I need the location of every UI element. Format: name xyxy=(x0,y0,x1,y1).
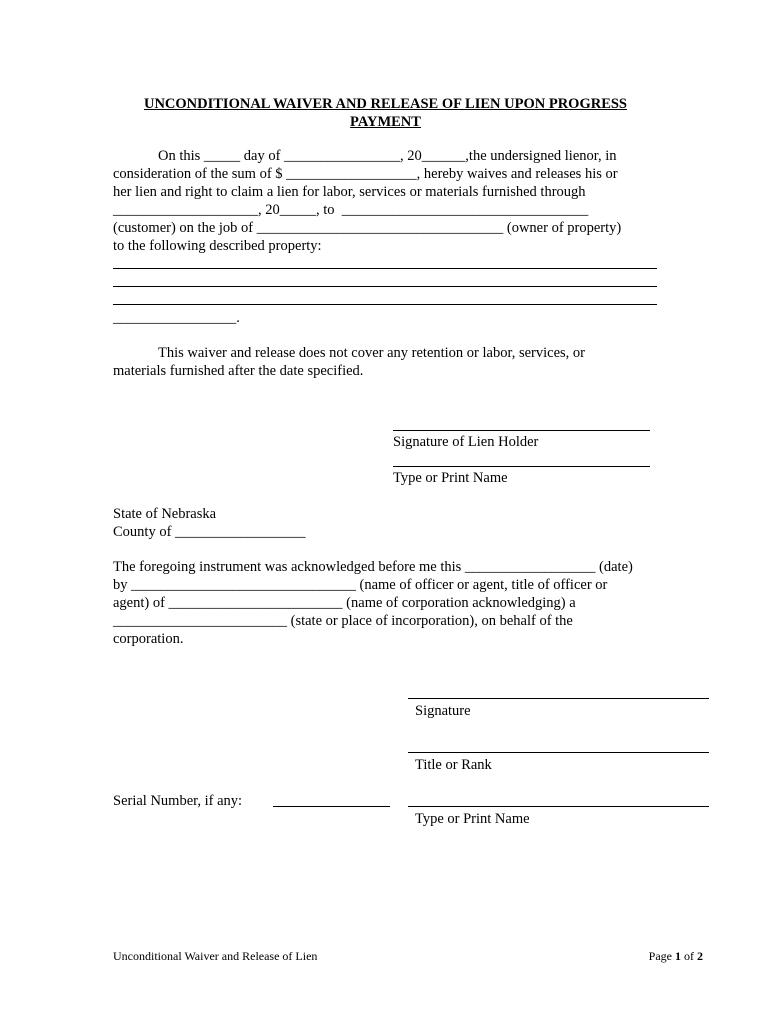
title-line-2: PAYMENT xyxy=(350,114,421,130)
intro-line: (customer) on the job of __________________________________ (owner of property) xyxy=(113,220,622,236)
state-label: State of Nebraska xyxy=(113,506,217,522)
property-description-line xyxy=(113,268,657,269)
ack-line: agent) of ________________________ (name of corporation acknowledging) a xyxy=(113,595,576,611)
property-end-text: _________________. xyxy=(113,310,240,326)
page-number xyxy=(649,948,703,964)
document-title xyxy=(113,95,658,131)
intro-line: On this _____ day of ________________, 20______,the undersigned lienor, in xyxy=(158,148,617,164)
type-print-name-label-2: Type or Print Name xyxy=(415,811,530,827)
intro-line: to the following described property: xyxy=(113,238,322,254)
property-description-line xyxy=(113,286,657,287)
serial-number-label: Serial Number, if any: xyxy=(113,793,243,809)
notary-signature-line xyxy=(408,698,709,699)
intro-paragraph xyxy=(113,147,661,255)
footer-title: Unconditional Waiver and Release of Lien xyxy=(113,949,318,963)
ack-line: The foregoing instrument was acknowledged before me this __________________ (date) xyxy=(113,559,633,575)
page-current: 1 xyxy=(675,949,681,963)
intro-line: her lien and right to claim a lien for labor, services or materials furnished through xyxy=(113,184,586,200)
title-line-1: UNCONDITIONAL WAIVER AND RELEASE OF LIEN UPON PROGRESS xyxy=(143,96,628,112)
intro-line: ____________________, 20_____, to __________________________________ xyxy=(113,202,589,218)
page-prefix: Page xyxy=(648,949,675,963)
ack-line: corporation. xyxy=(113,631,184,647)
title-rank-label: Title or Rank xyxy=(415,757,492,773)
intro-line: consideration of the sum of $ __________________, hereby waives and releases his or xyxy=(113,166,618,182)
page-of: of xyxy=(681,949,697,963)
county-label: County of __________________ xyxy=(113,524,306,540)
property-description-line xyxy=(113,304,657,305)
notary-signature-label: Signature xyxy=(415,703,471,719)
acknowledgment-paragraph xyxy=(113,558,661,648)
ack-line: by _______________________________ (name of officer or agent, title of officer or xyxy=(113,577,608,593)
signature-lien-holder-label: Signature of Lien Holder xyxy=(393,434,539,450)
ack-line: ________________________ (state or place of incorporation), on behalf of the xyxy=(113,613,573,629)
type-print-name-label: Type or Print Name xyxy=(393,470,508,486)
waiver-line: This waiver and release does not cover any retention or labor, services, or xyxy=(158,345,586,361)
property-end xyxy=(113,309,661,327)
serial-number-line xyxy=(273,806,390,807)
waiver-line: materials furnished after the date specified. xyxy=(113,363,364,379)
lien-holder-signature-line xyxy=(393,430,650,431)
page-total: 2 xyxy=(697,949,703,963)
title-rank-line xyxy=(408,752,709,753)
lien-holder-name-line xyxy=(393,466,650,467)
notary-name-line xyxy=(408,806,709,807)
waiver-paragraph xyxy=(113,344,661,380)
